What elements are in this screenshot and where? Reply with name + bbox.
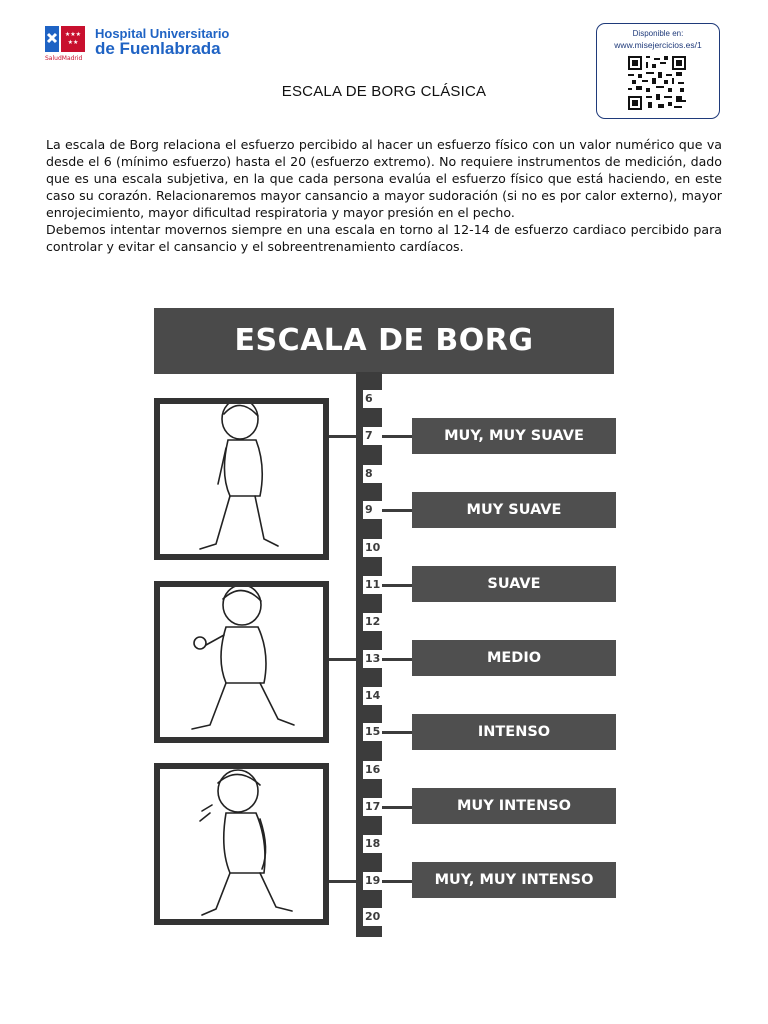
effort-label-light: SUAVE (412, 566, 616, 602)
scale-tick: 20 (363, 908, 395, 926)
document-title: ESCALA DE BORG CLÁSICA (281, 83, 487, 100)
scale-tick: 7 (363, 427, 395, 445)
qr-availability-box (596, 23, 720, 119)
qr-url[interactable]: www.misejercicios.es/1 (614, 40, 702, 50)
label-connector (382, 584, 412, 587)
scale-tick: 19 (363, 872, 395, 890)
comunidad-madrid-logo-icon (45, 26, 85, 52)
scale-tick: 17 (363, 798, 395, 816)
label-connector (382, 509, 412, 512)
scale-tick: 8 (363, 465, 395, 483)
paragraph: Debemos intentar movernos siempre en una escala en torno al 12-14 de esfuerzo cardiaco percibido para controlar y evitar el cansancio y el sobreentrenamiento cardíacos. (46, 222, 722, 254)
scale-tick: 18 (363, 835, 395, 853)
label-connector (382, 435, 412, 438)
scale-tick: 14 (363, 687, 395, 705)
effort-label-very-intense: MUY INTENSO (412, 788, 616, 824)
svg-text:★★★: ★★★ (64, 31, 82, 38)
svg-text:★★: ★★ (67, 39, 79, 46)
walking-child-tired-icon (160, 587, 323, 737)
effort-label-medium: MEDIO (412, 640, 616, 676)
effort-label-very-light: MUY SUAVE (412, 492, 616, 528)
label-connector (382, 880, 412, 883)
intro-text (46, 136, 722, 255)
effort-label-very-very-light: MUY, MUY SUAVE (412, 418, 616, 454)
scale-tick: 15 (363, 723, 395, 741)
walking-child-calm-icon (160, 404, 323, 554)
frame-connector (329, 658, 356, 661)
hospital-logo (45, 24, 265, 64)
scale-tick: 12 (363, 613, 395, 631)
illustration-frame-intense (154, 763, 329, 925)
illustration-frame-light (154, 398, 329, 560)
figure-banner: ESCALA DE BORG (154, 308, 614, 374)
label-connector (382, 731, 412, 734)
scale-tick: 10 (363, 539, 395, 557)
scale-tick: 11 (363, 576, 395, 594)
scale-tick: 6 (363, 390, 395, 408)
frame-connector (329, 880, 356, 883)
scale-tick: 13 (363, 650, 395, 668)
effort-label-intense: INTENSO (412, 714, 616, 750)
paragraph: La escala de Borg relaciona el esfuerzo percibido al hacer un esfuerzo físico con un valor numérico que va desde el 6 (mínimo esfuerzo) hasta el 20 (esfuerzo extremo). No requiere instrumentos de medición, dado que es una escala subjetiva, en la que cada persona evalúa el esfuerzo físico que está haciendo, en este caso su corazón. Relacionaremos mayor cansancio a mayor sudoración (si no es por calor externo), mayor enrojecimiento, mayor dificultad respiratoria y mayor presión en el pecho. (46, 137, 722, 220)
logo-subtext: SaludMadrid (45, 55, 83, 62)
qr-available-label: Disponible en: (632, 29, 684, 38)
label-connector (382, 658, 412, 661)
borg-scale-figure (150, 305, 620, 945)
label-connector (382, 806, 412, 809)
walking-child-exhausted-icon (160, 769, 323, 919)
hospital-name-line1: Hospital Universitario (95, 26, 230, 41)
frame-connector (329, 435, 356, 438)
scale-tick: 16 (363, 761, 395, 779)
scale-tick: 9 (363, 501, 395, 519)
hospital-name-line2: de Fuenlabrada (95, 39, 221, 58)
effort-label-very-very-intense: MUY, MUY INTENSO (412, 862, 616, 898)
illustration-frame-medium (154, 581, 329, 743)
